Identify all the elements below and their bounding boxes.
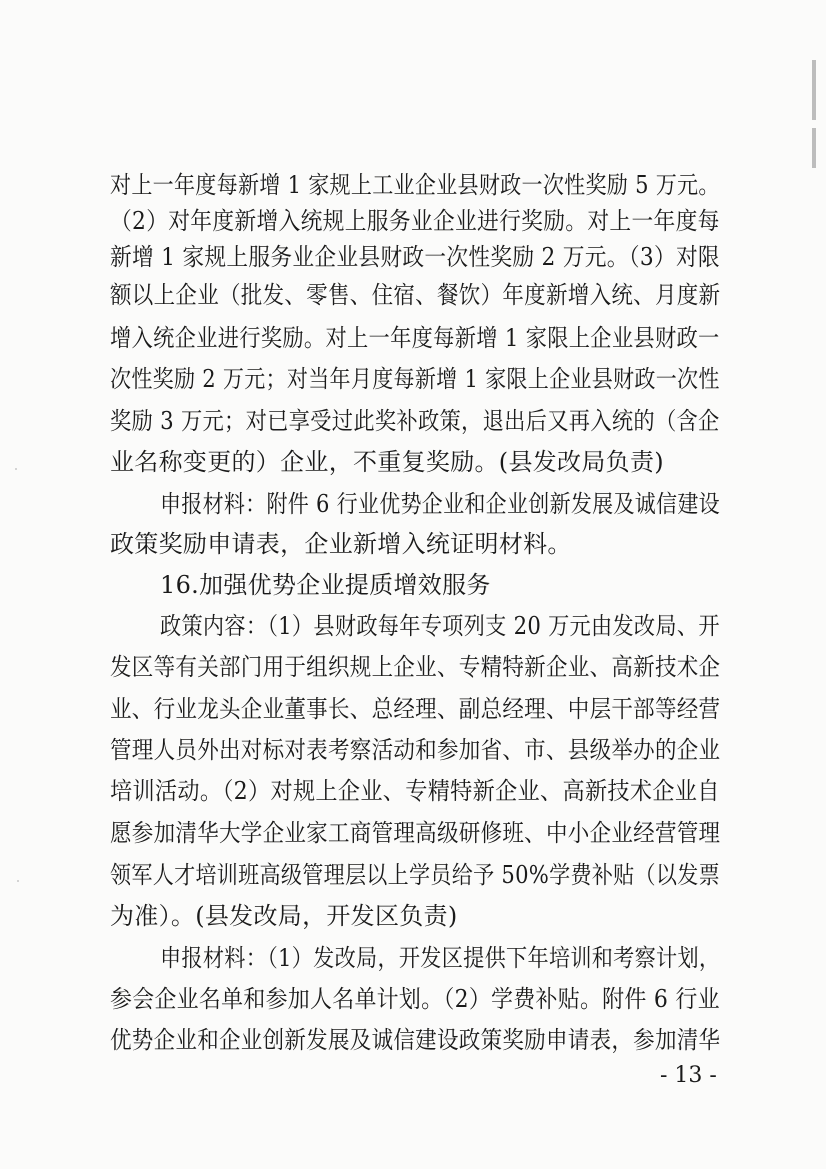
body-line: 管理人员外出对标对表考察活动和参加省、市、县级举办的企业 xyxy=(110,736,721,764)
scan-edge-mark xyxy=(812,128,816,168)
body-line: 参会企业名单和参加人名单计划。（2）学费补贴。附件 6 行业 xyxy=(110,985,720,1013)
body-line: 发区等有关部门用于组织规上企业、专精特新企业、高新技术企 xyxy=(110,653,721,681)
section-heading: 16.加强优势企业提质增效服务 xyxy=(160,571,491,599)
body-line: 奖励 3 万元；对已享受过此奖补政策，退出后又再入统的（含企 xyxy=(110,407,720,435)
body-line: 额以上企业（批发、零售、住宿、餐饮）年度新增入统、月度新 xyxy=(110,281,721,309)
body-line: 政策奖励申请表，企业新增入统证明材料。 xyxy=(110,530,572,558)
body-line: 业、行业龙头企业董事长、总经理、副总经理、中层干部等经营 xyxy=(110,695,721,723)
body-line: 领军人才培训班高级管理层以上学员给予 50%学费补贴（以发票 xyxy=(110,861,720,889)
body-line: 为准）。(县发改局，开发区负责) xyxy=(110,902,458,930)
body-line: 申报材料：附件 6 行业优势企业和企业创新发展及诚信建设 xyxy=(160,490,720,518)
scan-speck xyxy=(17,880,19,882)
body-line: 业名称变更的）企业，不重复奖励。(县发改局负责) xyxy=(110,448,664,476)
page-number: - 13 - xyxy=(660,1063,717,1088)
body-line: 优势企业和企业创新发展及诚信建设政策奖励申请表，参加清华 xyxy=(110,1026,721,1054)
body-line: 愿参加清华大学企业家工商管理高级研修班、中小企业经营管理 xyxy=(110,819,721,847)
body-line: 对上一年度每新增 1 家规上工业企业县财政一次性奖励 5 万元。 xyxy=(110,171,720,199)
body-line: 申报材料：（1）发改局，开发区提供下年培训和考察计划， xyxy=(160,944,721,972)
body-line: 新增 1 家规上服务业企业县财政一次性奖励 2 万元。（3）对限 xyxy=(110,243,720,271)
body-line: 增入统企业进行奖励。对上一年度每新增 1 家限上企业县财政一 xyxy=(110,324,720,352)
body-line: （2）对年度新增入统规上服务业企业进行奖励。对上一年度每 xyxy=(110,207,720,235)
body-line: 次性奖励 2 万元；对当年月度每新增 1 家限上企业县财政一次性 xyxy=(110,365,720,393)
scan-edge-mark xyxy=(812,60,816,120)
scan-speck xyxy=(15,468,17,470)
body-line: 政策内容：（1）县财政每年专项列支 20 万元由发改局、开 xyxy=(160,612,720,640)
body-line: 培训活动。（2）对规上企业、专精特新企业、高新技术企业自 xyxy=(110,777,720,805)
